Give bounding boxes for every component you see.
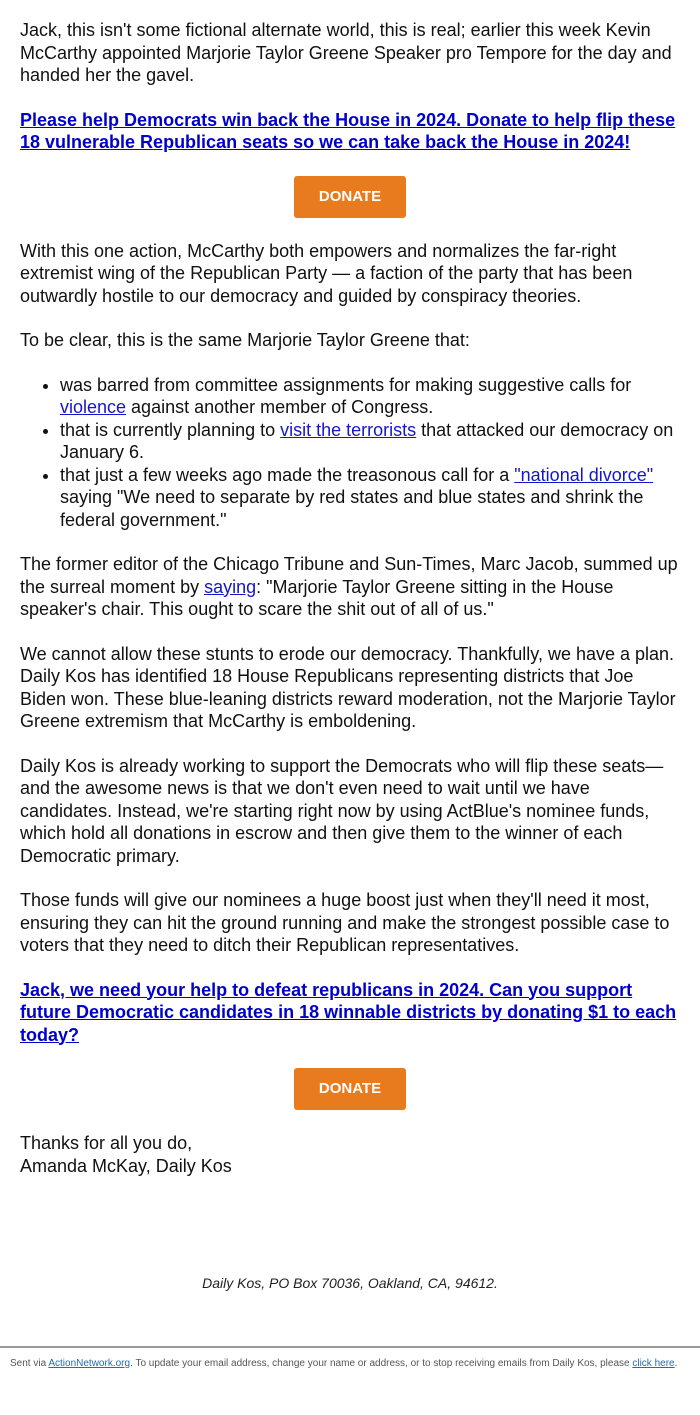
national-divorce-link[interactable]: "national divorce": [514, 464, 654, 485]
bullet-item: • was barred from committee assignments for making suggestive calls for violence against another member of Congress.: [60, 374, 680, 419]
email-footer: Sent via ActionNetwork.org. To update your email address, change your name or address, or to stop receiving emails from Daily Kos, please click here.: [10, 1358, 678, 1369]
action-paragraph: With this one action, McCarthy both empowers and normalizes the far-right extremist wing of the Republican Party — a faction of the party that has been outwardly hostile to our democracy and guided by conspiracy theories.: [20, 240, 633, 306]
intro-paragraph: Jack, this isn't some fictional alternate world, this is real; earlier this week Kevin McCarthy appointed Marjorie Taylor Greene Speaker pro Tempore for the day and handed her the gavel.: [20, 20, 672, 85]
bullet-item: • that is currently planning to visit the terrorists that attacked our democracy on January 6.: [60, 419, 680, 464]
signoff-line-1: Thanks for all you do,: [20, 1133, 193, 1153]
plan-paragraph: We cannot allow these stunts to erode our democracy. Thankfully, we have a plan. Daily Kos has identified 18 House Republicans representing districts that Joe Biden won. These blue-leaning districts reward moderation, not the Marjorie Taylor Greene extremism that McCarthy is emboldening.: [20, 643, 676, 731]
editor-quote-paragraph: The former editor of the Chicago Tribune and Sun-Times, Marc Jacob, summed up the surreal moment by saying: "Marjorie Taylor Greene sitting in the House speaker's chair. This ought to scare the shit out of all of us.": [20, 554, 678, 619]
visit-terrorists-link[interactable]: visit the terrorists: [280, 419, 417, 440]
cta-paragraph-2: [20, 979, 680, 1047]
donate-button[interactable]: DONATE: [294, 176, 406, 218]
donate-button[interactable]: DONATE: [294, 1068, 406, 1110]
signoff-line-2: Amanda McKay, Daily Kos: [20, 1155, 232, 1176]
email-body: [20, 19, 680, 1177]
cta-link-flip-seats[interactable]: Please help Democrats win back the House in 2024. Donate to help flip these 18 vulnerable Republican seats so we can take back the House in 2024!: [20, 109, 676, 152]
mtg-bullet-list: [20, 374, 680, 532]
bullet-item: • that just a few weeks ago made the treasonous call for a "national divorce" saying "We need to separate by red states and blue states and shrink the federal government.": [60, 464, 680, 532]
cta-link-donate-each[interactable]: Jack, we need your help to defeat republicans in 2024. Can you support future Democratic candidates in 18 winnable districts by donating $1 to each today?: [20, 979, 677, 1045]
violence-link[interactable]: violence: [60, 397, 127, 417]
mailing-address: Daily Kos, PO Box 70036, Oakland, CA, 94612.: [202, 1275, 498, 1291]
cta-paragraph-1: [20, 109, 680, 154]
saying-link[interactable]: saying: [204, 576, 257, 597]
support-paragraph: Daily Kos is already working to support the Democrats who will flip these seats—and the awesome news is that we don't even need to wait until we have candidates. Instead, we're starting right now by using ActBlue's nominee funds, which hold all donations in escrow and then give them to the winner of each Democratic primary.: [20, 755, 664, 866]
donate-button-wrap-2: [20, 1068, 680, 1110]
to-be-clear-paragraph: To be clear, this is the same Marjorie Taylor Greene that:: [20, 330, 470, 350]
actionnetwork-link[interactable]: ActionNetwork.org: [48, 1358, 131, 1369]
donate-button-wrap-1: [20, 176, 680, 218]
unsubscribe-link[interactable]: click here: [632, 1358, 675, 1369]
footer-divider: [0, 1346, 700, 1348]
funds-paragraph: Those funds will give our nominees a huge boost just when they'll need it most, ensuring they can hit the ground running and make the strongest possible case to voters that they need to ditch their Republican representatives.: [20, 890, 670, 955]
